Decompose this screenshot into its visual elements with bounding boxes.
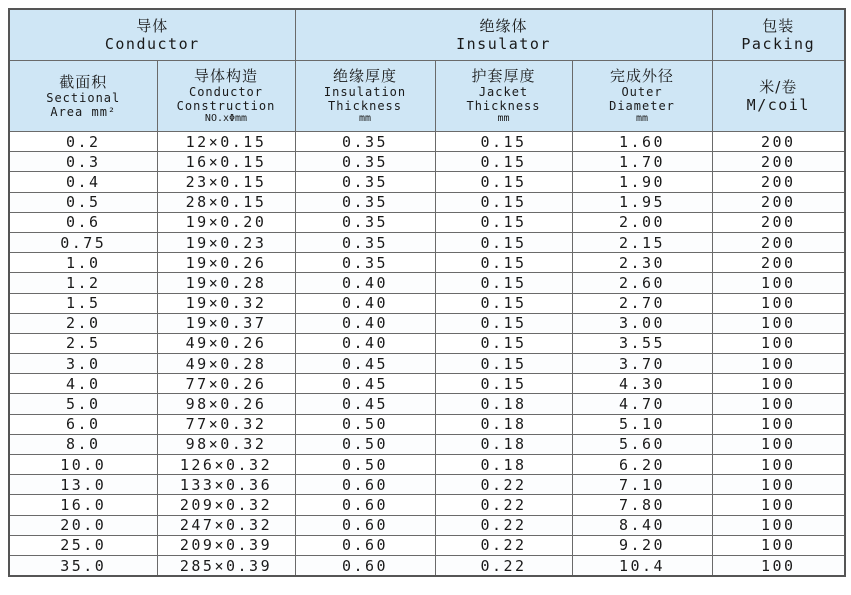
table-row bbox=[9, 495, 845, 515]
column-cn-label: 导体构造 bbox=[193, 67, 258, 85]
cell-meters-per-coil: 100 bbox=[712, 333, 845, 353]
conductor-en-label: Conductor bbox=[104, 35, 200, 53]
cell-sectional-area: 8.0 bbox=[9, 434, 157, 454]
cell-outer-diameter: 2.60 bbox=[572, 273, 712, 293]
cell-jacket-thickness: 0.18 bbox=[435, 414, 572, 434]
cell-insulation-thickness: 0.40 bbox=[295, 333, 435, 353]
group-header-row bbox=[9, 9, 845, 61]
cell-outer-diameter: 5.60 bbox=[572, 434, 712, 454]
column-en-label: Conductor bbox=[188, 85, 264, 99]
cell-outer-diameter: 2.15 bbox=[572, 232, 712, 252]
cell-jacket-thickness: 0.15 bbox=[435, 232, 572, 252]
column-en-label: Construction bbox=[176, 99, 276, 113]
cell-meters-per-coil: 200 bbox=[712, 192, 845, 212]
cell-sectional-area: 3.0 bbox=[9, 354, 157, 374]
insulator-group-header bbox=[295, 9, 712, 61]
column-en-label: Outer bbox=[621, 85, 663, 99]
column-en-label: Thickness bbox=[466, 99, 541, 113]
cell-outer-diameter: 4.70 bbox=[572, 394, 712, 414]
packing-group-header bbox=[712, 9, 845, 61]
table-row bbox=[9, 152, 845, 172]
cell-jacket-thickness: 0.15 bbox=[435, 132, 572, 152]
cell-insulation-thickness: 0.60 bbox=[295, 515, 435, 535]
column-header-outer-diameter bbox=[572, 61, 712, 132]
table-row bbox=[9, 313, 845, 333]
column-cn-label: 截面积 bbox=[59, 73, 108, 91]
cell-jacket-thickness: 0.22 bbox=[435, 515, 572, 535]
cell-construction: 23×0.15 bbox=[157, 172, 295, 192]
cell-insulation-thickness: 0.35 bbox=[295, 172, 435, 192]
cell-construction: 209×0.32 bbox=[157, 495, 295, 515]
table-row bbox=[9, 414, 845, 434]
cell-sectional-area: 4.0 bbox=[9, 374, 157, 394]
table-row bbox=[9, 333, 845, 353]
cell-construction: 12×0.15 bbox=[157, 132, 295, 152]
cell-construction: 247×0.32 bbox=[157, 515, 295, 535]
cell-jacket-thickness: 0.15 bbox=[435, 172, 572, 192]
cell-jacket-thickness: 0.18 bbox=[435, 394, 572, 414]
table-row bbox=[9, 172, 845, 192]
cell-outer-diameter: 9.20 bbox=[572, 535, 712, 555]
cell-sectional-area: 6.0 bbox=[9, 414, 157, 434]
cell-sectional-area: 0.5 bbox=[9, 192, 157, 212]
cell-sectional-area: 1.5 bbox=[9, 293, 157, 313]
cell-outer-diameter: 8.40 bbox=[572, 515, 712, 535]
cell-insulation-thickness: 0.35 bbox=[295, 132, 435, 152]
cell-outer-diameter: 2.70 bbox=[572, 293, 712, 313]
table-header bbox=[9, 9, 845, 132]
cell-meters-per-coil: 100 bbox=[712, 374, 845, 394]
table-body bbox=[9, 132, 845, 577]
column-header-row bbox=[9, 61, 845, 132]
cell-insulation-thickness: 0.35 bbox=[295, 253, 435, 273]
cell-outer-diameter: 7.80 bbox=[572, 495, 712, 515]
cell-construction: 19×0.32 bbox=[157, 293, 295, 313]
column-cn-label: 护套厚度 bbox=[471, 67, 536, 85]
cell-meters-per-coil: 100 bbox=[712, 434, 845, 454]
cell-construction: 49×0.28 bbox=[157, 354, 295, 374]
cell-construction: 126×0.32 bbox=[157, 455, 295, 475]
cell-outer-diameter: 1.95 bbox=[572, 192, 712, 212]
cell-jacket-thickness: 0.15 bbox=[435, 293, 572, 313]
cell-meters-per-coil: 100 bbox=[712, 273, 845, 293]
table-row bbox=[9, 455, 845, 475]
cell-jacket-thickness: 0.15 bbox=[435, 374, 572, 394]
cell-insulation-thickness: 0.45 bbox=[295, 374, 435, 394]
cell-insulation-thickness: 0.50 bbox=[295, 434, 435, 454]
column-header-sectional-area bbox=[9, 61, 157, 132]
column-unit-label: NO.xΦmm bbox=[204, 113, 248, 124]
table-row bbox=[9, 475, 845, 495]
cell-meters-per-coil: 100 bbox=[712, 455, 845, 475]
cell-jacket-thickness: 0.15 bbox=[435, 354, 572, 374]
cell-meters-per-coil: 100 bbox=[712, 555, 845, 576]
table-row bbox=[9, 232, 845, 252]
cell-construction: 19×0.26 bbox=[157, 253, 295, 273]
cell-outer-diameter: 1.60 bbox=[572, 132, 712, 152]
cell-construction: 19×0.20 bbox=[157, 212, 295, 232]
column-unit-label: mm bbox=[358, 113, 372, 124]
cell-insulation-thickness: 0.50 bbox=[295, 455, 435, 475]
cell-insulation-thickness: 0.35 bbox=[295, 212, 435, 232]
cell-insulation-thickness: 0.40 bbox=[295, 313, 435, 333]
cell-insulation-thickness: 0.60 bbox=[295, 555, 435, 576]
cell-outer-diameter: 1.90 bbox=[572, 172, 712, 192]
column-en-label: Area mm² bbox=[50, 105, 117, 119]
spec-sheet bbox=[8, 8, 844, 588]
cell-construction: 19×0.37 bbox=[157, 313, 295, 333]
column-cn-label: 完成外径 bbox=[610, 67, 675, 85]
cell-construction: 16×0.15 bbox=[157, 152, 295, 172]
cell-sectional-area: 0.75 bbox=[9, 232, 157, 252]
table-row bbox=[9, 354, 845, 374]
cell-jacket-thickness: 0.15 bbox=[435, 192, 572, 212]
cell-insulation-thickness: 0.45 bbox=[295, 394, 435, 414]
conductor-group-header bbox=[9, 9, 295, 61]
cell-jacket-thickness: 0.22 bbox=[435, 555, 572, 576]
cell-outer-diameter: 4.30 bbox=[572, 374, 712, 394]
packing-en-label: Packing bbox=[741, 35, 816, 53]
cell-sectional-area: 35.0 bbox=[9, 555, 157, 576]
cell-insulation-thickness: 0.35 bbox=[295, 152, 435, 172]
cell-outer-diameter: 3.00 bbox=[572, 313, 712, 333]
cell-construction: 133×0.36 bbox=[157, 475, 295, 495]
cell-jacket-thickness: 0.15 bbox=[435, 313, 572, 333]
cell-sectional-area: 1.2 bbox=[9, 273, 157, 293]
cell-insulation-thickness: 0.35 bbox=[295, 232, 435, 252]
column-unit-label: mm bbox=[635, 113, 649, 124]
cell-sectional-area: 0.2 bbox=[9, 132, 157, 152]
insulator-en-label: Insulator bbox=[456, 35, 551, 53]
column-en-label: M/coil bbox=[746, 96, 810, 114]
cell-construction: 98×0.26 bbox=[157, 394, 295, 414]
cell-meters-per-coil: 200 bbox=[712, 132, 845, 152]
cell-jacket-thickness: 0.15 bbox=[435, 152, 572, 172]
table-row bbox=[9, 132, 845, 152]
cell-jacket-thickness: 0.18 bbox=[435, 455, 572, 475]
cell-outer-diameter: 5.10 bbox=[572, 414, 712, 434]
cell-sectional-area: 0.4 bbox=[9, 172, 157, 192]
cell-insulation-thickness: 0.35 bbox=[295, 192, 435, 212]
cell-jacket-thickness: 0.15 bbox=[435, 212, 572, 232]
cell-meters-per-coil: 100 bbox=[712, 475, 845, 495]
cell-meters-per-coil: 100 bbox=[712, 293, 845, 313]
table-row bbox=[9, 212, 845, 232]
cell-insulation-thickness: 0.40 bbox=[295, 273, 435, 293]
cell-jacket-thickness: 0.22 bbox=[435, 475, 572, 495]
cell-sectional-area: 0.3 bbox=[9, 152, 157, 172]
cell-meters-per-coil: 100 bbox=[712, 313, 845, 333]
cell-jacket-thickness: 0.15 bbox=[435, 253, 572, 273]
cell-meters-per-coil: 100 bbox=[712, 354, 845, 374]
cell-construction: 49×0.26 bbox=[157, 333, 295, 353]
cell-insulation-thickness: 0.60 bbox=[295, 535, 435, 555]
cell-meters-per-coil: 200 bbox=[712, 152, 845, 172]
column-header-jacket-thickness bbox=[435, 61, 572, 132]
column-header-insulation-thickness bbox=[295, 61, 435, 132]
column-cn-label: 米/卷 bbox=[759, 78, 798, 96]
cell-construction: 77×0.32 bbox=[157, 414, 295, 434]
table-row bbox=[9, 434, 845, 454]
table-row bbox=[9, 273, 845, 293]
cell-insulation-thickness: 0.60 bbox=[295, 495, 435, 515]
cell-construction: 19×0.28 bbox=[157, 273, 295, 293]
cell-sectional-area: 0.6 bbox=[9, 212, 157, 232]
packing-cn-label: 包装 bbox=[762, 17, 795, 35]
cell-jacket-thickness: 0.22 bbox=[435, 535, 572, 555]
cell-outer-diameter: 3.55 bbox=[572, 333, 712, 353]
cell-outer-diameter: 10.4 bbox=[572, 555, 712, 576]
cell-sectional-area: 2.5 bbox=[9, 333, 157, 353]
column-en-label: Diameter bbox=[609, 99, 675, 113]
cell-meters-per-coil: 200 bbox=[712, 232, 845, 252]
table-row bbox=[9, 535, 845, 555]
cell-construction: 209×0.39 bbox=[157, 535, 295, 555]
table-row bbox=[9, 293, 845, 313]
cell-sectional-area: 2.0 bbox=[9, 313, 157, 333]
cable-spec-table bbox=[8, 8, 846, 577]
column-header-meters-per-coil bbox=[712, 61, 845, 132]
cell-meters-per-coil: 100 bbox=[712, 515, 845, 535]
cell-sectional-area: 25.0 bbox=[9, 535, 157, 555]
cell-sectional-area: 1.0 bbox=[9, 253, 157, 273]
cell-construction: 19×0.23 bbox=[157, 232, 295, 252]
cell-meters-per-coil: 100 bbox=[712, 495, 845, 515]
cell-construction: 28×0.15 bbox=[157, 192, 295, 212]
conductor-cn-label: 导体 bbox=[136, 17, 169, 35]
column-cn-label: 绝缘厚度 bbox=[332, 67, 397, 85]
table-row bbox=[9, 555, 845, 576]
cell-insulation-thickness: 0.40 bbox=[295, 293, 435, 313]
cell-meters-per-coil: 200 bbox=[712, 212, 845, 232]
cell-insulation-thickness: 0.45 bbox=[295, 354, 435, 374]
cell-jacket-thickness: 0.15 bbox=[435, 333, 572, 353]
column-en-label: Insulation bbox=[323, 85, 407, 99]
cell-sectional-area: 20.0 bbox=[9, 515, 157, 535]
cell-construction: 98×0.32 bbox=[157, 434, 295, 454]
cell-sectional-area: 5.0 bbox=[9, 394, 157, 414]
column-header-construction bbox=[157, 61, 295, 132]
cell-jacket-thickness: 0.15 bbox=[435, 273, 572, 293]
cell-sectional-area: 13.0 bbox=[9, 475, 157, 495]
cell-insulation-thickness: 0.50 bbox=[295, 414, 435, 434]
cell-meters-per-coil: 200 bbox=[712, 253, 845, 273]
cell-outer-diameter: 3.70 bbox=[572, 354, 712, 374]
cell-outer-diameter: 7.10 bbox=[572, 475, 712, 495]
cell-outer-diameter: 1.70 bbox=[572, 152, 712, 172]
cell-outer-diameter: 2.30 bbox=[572, 253, 712, 273]
table-row bbox=[9, 192, 845, 212]
table-row bbox=[9, 515, 845, 535]
cell-meters-per-coil: 200 bbox=[712, 172, 845, 192]
column-unit-label: mm bbox=[497, 113, 510, 124]
cell-sectional-area: 16.0 bbox=[9, 495, 157, 515]
cell-construction: 77×0.26 bbox=[157, 374, 295, 394]
cell-outer-diameter: 6.20 bbox=[572, 455, 712, 475]
column-en-label: Jacket bbox=[478, 85, 529, 99]
column-en-label: Thickness bbox=[327, 99, 403, 113]
table-row bbox=[9, 253, 845, 273]
column-en-label: Sectional bbox=[46, 91, 121, 105]
cell-construction: 285×0.39 bbox=[157, 555, 295, 576]
cell-meters-per-coil: 100 bbox=[712, 535, 845, 555]
table-row bbox=[9, 394, 845, 414]
insulator-cn-label: 绝缘体 bbox=[479, 17, 528, 35]
cell-sectional-area: 10.0 bbox=[9, 455, 157, 475]
table-row bbox=[9, 374, 845, 394]
cell-meters-per-coil: 100 bbox=[712, 414, 845, 434]
cell-jacket-thickness: 0.18 bbox=[435, 434, 572, 454]
cell-meters-per-coil: 100 bbox=[712, 394, 845, 414]
cell-jacket-thickness: 0.22 bbox=[435, 495, 572, 515]
cell-outer-diameter: 2.00 bbox=[572, 212, 712, 232]
cell-insulation-thickness: 0.60 bbox=[295, 475, 435, 495]
